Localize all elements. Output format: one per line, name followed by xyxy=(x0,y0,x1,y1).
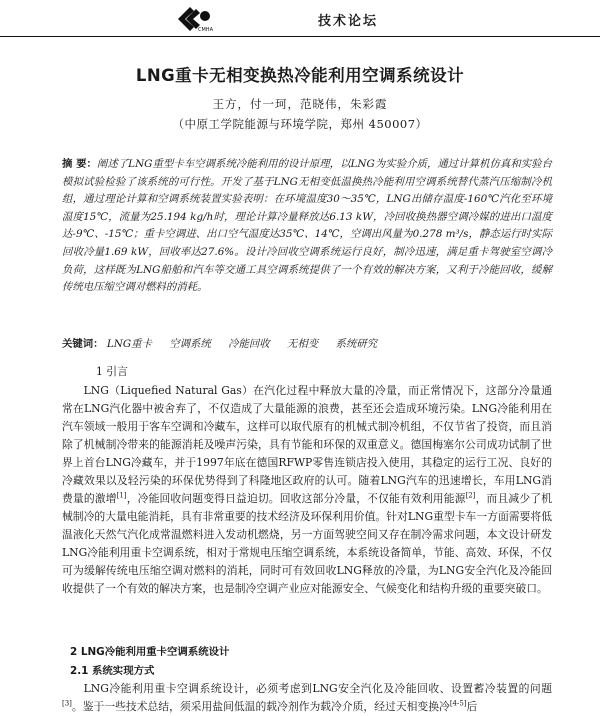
abstract-label: 摘 要： xyxy=(62,158,97,170)
abstract-text: 阐述了LNG重型卡车空调系统冷能利用的设计原理，以LNG为实验介质，通过计算机仿真和实验台模拟试验检验了该系统的可行性。开发了基于LNG无相变低温换热冷能利用空调系统替代蒸汽压缩制冷机组，通过理论计算和空调系统装置实验表明：在环境温度30～35℃，LNG出储存温度-160℃汽化至环境温度15℃，流量为25.194 kg/h时，理论计算冷量释放达6.13 kW，冷回收换热器空调冷媒的进出口温度达-9℃、-15℃；重卡空调进、出口空气温度达35℃、14℃，空调出风量为0.278 m³/s，静态运行时实际回收冷量1.69 kW，回收率达27.6%。设计冷回收空调系统运行良好，制冷迅速，满足重卡驾驶室空调冷负荷，这样既为LNG船舶和汽车等交通工具空调系统提供了一个有效的解决方案，又利于冷能回收，缓解传统电压缩空调对燃料的消耗。 xyxy=(62,158,552,294)
keyword: 无相变 xyxy=(287,338,319,350)
section-name: 技术论坛 xyxy=(318,14,379,29)
design-paragraph xyxy=(62,680,552,716)
journal-logo-icon xyxy=(170,4,216,34)
citation-ref: [3] xyxy=(62,699,72,708)
article-authors: 王方，付一珂，范晓伟，朱彩霞 xyxy=(212,97,388,111)
design-text-a: LNG冷能利用重卡空调系统设计，必须考虑到LNG安全汽化及冷能回收、设置蓄冷装置的问题 xyxy=(83,682,552,695)
design-body xyxy=(62,680,552,716)
citation-ref: [1] xyxy=(116,491,127,500)
design-text-b: 。鉴于一些技术总结，须采用盐间低温的载冷剂作为载冷介质，经过天相变换冷 xyxy=(71,700,450,713)
subsection-heading: 2.1 系统实现方式 xyxy=(70,665,155,677)
keyword: LNG重卡 xyxy=(106,338,152,350)
keyword: 冷能回收 xyxy=(228,338,270,350)
keyword: 空调系统 xyxy=(169,338,211,350)
abstract xyxy=(62,156,552,297)
keyword: 系统研究 xyxy=(335,338,378,350)
section-heading-introduction: 1 引言 xyxy=(96,365,128,378)
journal-logo-text: CMHA xyxy=(198,27,213,33)
citation-ref: [2] xyxy=(465,491,476,500)
intro-text-a: LNG（Liquefied Natural Gas）在汽化过程中释放大量的冷量，而正常情况下，这部分冷量通常在LNG汽化器中被舍弃了，不仅造成了大量能源的浪费，甚至还会造成环境污染。LNG冷能利用在汽车领域一般用于客车空调和冷藏车，这样可以取代原有的机械式制冷机组，不仅节省了投资，而且消除了机械制冷带来的能源消耗及噪声污染，具有节能和环保的双重意义。德国梅塞尔公司成功试制了世界上首台LNG冷藏车，并于1997年底在德国RFWP零售连锁店投入使用，其稳定的运行工况、良好的冷藏效果以及轻污染的环保优势得到了科隆地区政府的认可。随着LNG汽车的迅速增长，车用LNG消费量的激增 xyxy=(62,384,552,505)
design-text-c: 后 xyxy=(466,700,478,713)
intro-text-c: ，而且减少了机械制冷的大量电能消耗，具有非常重要的技术经济及环保利用价值。针对LNG重型卡车一方面需要将低温液化天然气汽化成常温燃料进入发动机燃烧，另一方面驾驶空间又存在制冷需求问题，本文设计研发LNG冷能利用重卡空调系统，相对于常规电压缩空调系统，本系统设备简单，节能、高效、环保，不仅可为缓解传统电压缩空调对燃料的消耗，同时可有效回收LNG释放的冷量，为LNG安全汽化及冷能回收提供了一个有效的解决方案，也是制冷空调产业应对能源安全、气候变化和结构升级的重要突破口。 xyxy=(62,492,552,595)
keywords-label: 关键词： xyxy=(62,338,104,350)
introduction-paragraph xyxy=(62,382,552,598)
article-affiliation: （中原工学院能源与环境学院，郑州 450007） xyxy=(172,117,428,131)
section-heading-design: 2 LNG冷能利用重卡空调系统设计 xyxy=(70,646,230,658)
introduction-body xyxy=(62,382,552,598)
intro-text-b: ，冷能回收问题变得日益迫切。回收这部分冷量，不仅能有效利用能源 xyxy=(126,492,466,505)
page-header xyxy=(0,0,600,37)
keywords xyxy=(62,336,552,353)
article-title: LNG重卡无相变换热冷能利用空调系统设计 xyxy=(135,66,465,85)
citation-ref: [4-5] xyxy=(449,699,467,708)
journal-logo xyxy=(170,4,216,34)
